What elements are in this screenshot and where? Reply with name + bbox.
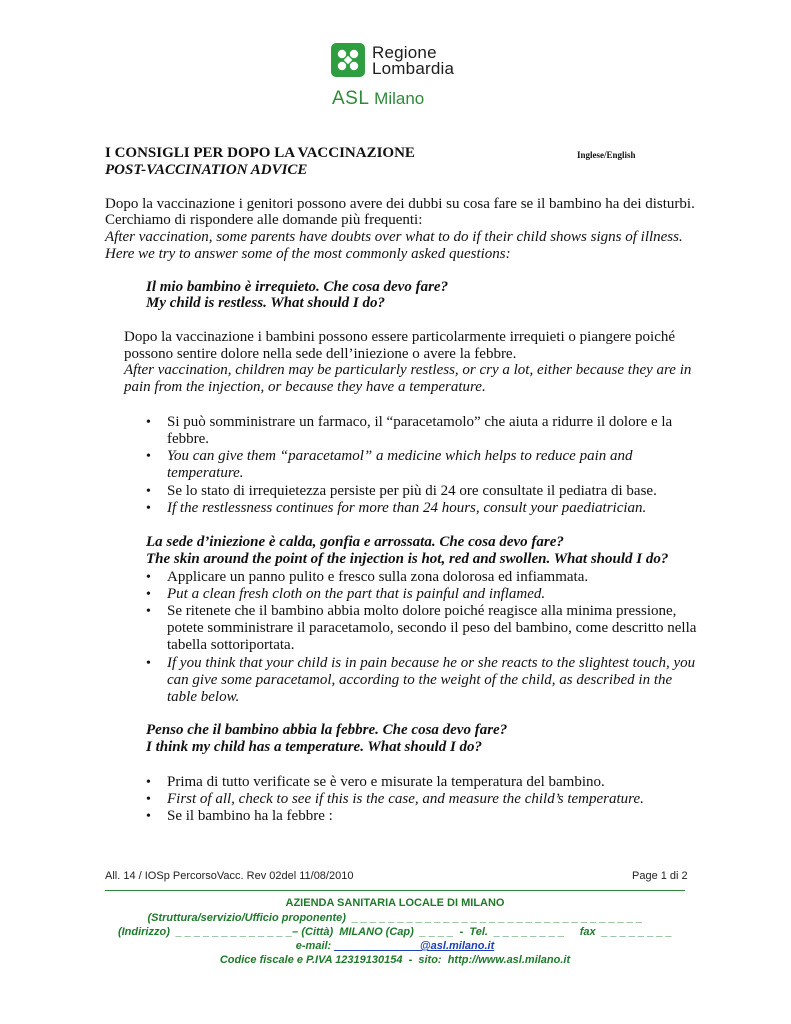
list-item: If the restlessness continues for more than 24 hours, consult your paediatrician. [167,500,647,516]
list-item-continuation: table below. [167,689,240,705]
logo-region-name: Regione Lombardia [372,43,455,78]
list-item: Se lo stato di irrequietezza persiste per più di 24 ore consultate il pediatra di base. [167,483,657,499]
bullet-icon: • [146,656,151,671]
restless-para-english-line1: After vaccination, children may be particularly restless, or cry a lot, either because they are in [124,362,692,378]
list-item: Se ritenete che il bambino abbia molto dolore poiché reagisce alla minima pressione, [167,603,677,619]
bullet-icon: • [146,415,151,430]
footer-organization: AZIENDA SANITARIA LOCALE DI MILANO [285,897,505,909]
question-injection-italian: La sede d’iniezione è calda, gonfia e arrossata. Che cosa devo fare? [146,534,564,550]
list-item-continuation: febbre. [167,431,210,447]
question-restless-english: My child is restless. What should I do? [146,295,385,311]
intro-english-line1: After vaccination, some parents have doubts over what to do if their child shows signs of illness. [105,229,683,245]
question-fever-italian: Penso che il bambino abbia la febbre. Che cosa devo fare? [146,722,508,738]
list-item-continuation: temperature. [167,465,244,481]
bullet-icon: • [146,809,151,824]
question-fever-english: I think my child has a temperature. What should I do? [146,739,483,755]
intro-italian-line2: Cerchiamo di rispondere alle domande più frequenti: [105,212,423,228]
list-item: If you think that your child is in pain because he or she reacts to the slightest touch, you [167,655,696,671]
restless-para-italian-line2: possono sentire dolore nella sede dell’iniezione o avere la febbre. [124,346,517,362]
list-item: Se il bambino ha la febbre : [167,808,333,824]
footer-email-line [105,940,685,952]
list-item: You can give them “paracetamol” a medicine which helps to reduce pain and [167,448,633,464]
bullet-icon: • [146,604,151,619]
language-tag: Inglese/English [577,150,636,160]
asl-milano-logo [331,43,481,115]
restless-para-italian-line1: Dopo la vaccinazione i bambini possono essere particolarmente irrequieti o piangere poiché [124,329,676,345]
intro-italian-line1: Dopo la vaccinazione i genitori possono avere dei dubbi su cosa fare se il bambino ha dei disturbi. [105,196,695,212]
intro-english-line2: Here we try to answer some of the most commonly asked questions: [105,246,511,262]
list-item: Applicare un panno pulito e fresco sulla zona dolorosa ed infiammata. [167,569,589,585]
bullet-icon: • [146,570,151,585]
title-english: POST-VACCINATION ADVICE [105,162,308,178]
title-italian: I CONSIGLI PER DOPO LA VACCINAZIONE [105,145,415,161]
regione-lombardia-rose-icon [331,43,365,77]
bullet-icon: • [146,449,151,464]
footer-email-label: e-mail: [295,940,335,952]
footer-address-line: (Indirizzo) _ _ _ _ _ _ _ _ _ _ _ _ _– (Città) MILANO (Cap) _ _ _ _ - Tel. _ _ _ _ _ _ _ _ fax _ _ _ _ _ _ _ _ [117,926,673,938]
list-item: First of all, check to see if this is the case, and measure the child’s temperature. [167,791,644,807]
restless-para-english-line2: pain from the injection, or because they have a temperature. [124,379,486,395]
logo-asl-milano: ASL Milano [332,88,425,109]
list-item-continuation: tabella sottoriportata. [167,637,295,653]
footer-tax-website-line: Codice fiscale e P.IVA 12319130154 - sito: http://www.asl.milano.it [219,954,571,966]
footer-divider [105,890,685,891]
bullet-icon: • [146,484,151,499]
list-item-continuation: can give some paracetamol, according to the weight of the child, as described in the [167,672,673,688]
footer-office-line: (Struttura/servizio/Ufficio proponente) _ _ _ _ _ _ _ _ _ _ _ _ _ _ _ _ _ _ _ _ _ _ _ _ _ _ _ _ _ _ _ _ [147,912,643,924]
bullet-icon: • [146,587,151,602]
list-item: Prima di tutto verificate se è vero e misurate la temperatura del bambino. [167,774,605,790]
bullet-icon: • [146,775,151,790]
question-restless-italian: Il mio bambino è irrequieto. Che cosa devo fare? [146,279,449,295]
list-item-continuation: potete somministrare il paracetamolo, secondo il peso del bambino, come descritto nella [167,620,697,636]
question-injection-english: The skin around the point of the injection is hot, red and swollen. What should I do? [146,551,669,567]
bullet-icon: • [146,501,151,516]
bullet-icon: • [146,792,151,807]
list-item: Put a clean fresh cloth on the part that is painful and inflamed. [167,586,546,602]
list-item: Si può somministrare un farmaco, il “paracetamolo” che aiuta a ridurre il dolore e la [167,414,673,430]
footer-email-link[interactable]: ______________@asl.milano.it [334,940,495,952]
document-reference: All. 14 / IOSp PercorsoVacc. Rev 02del 11/08/2010 [105,870,354,882]
page-number: Page 1 di 2 [632,870,688,882]
